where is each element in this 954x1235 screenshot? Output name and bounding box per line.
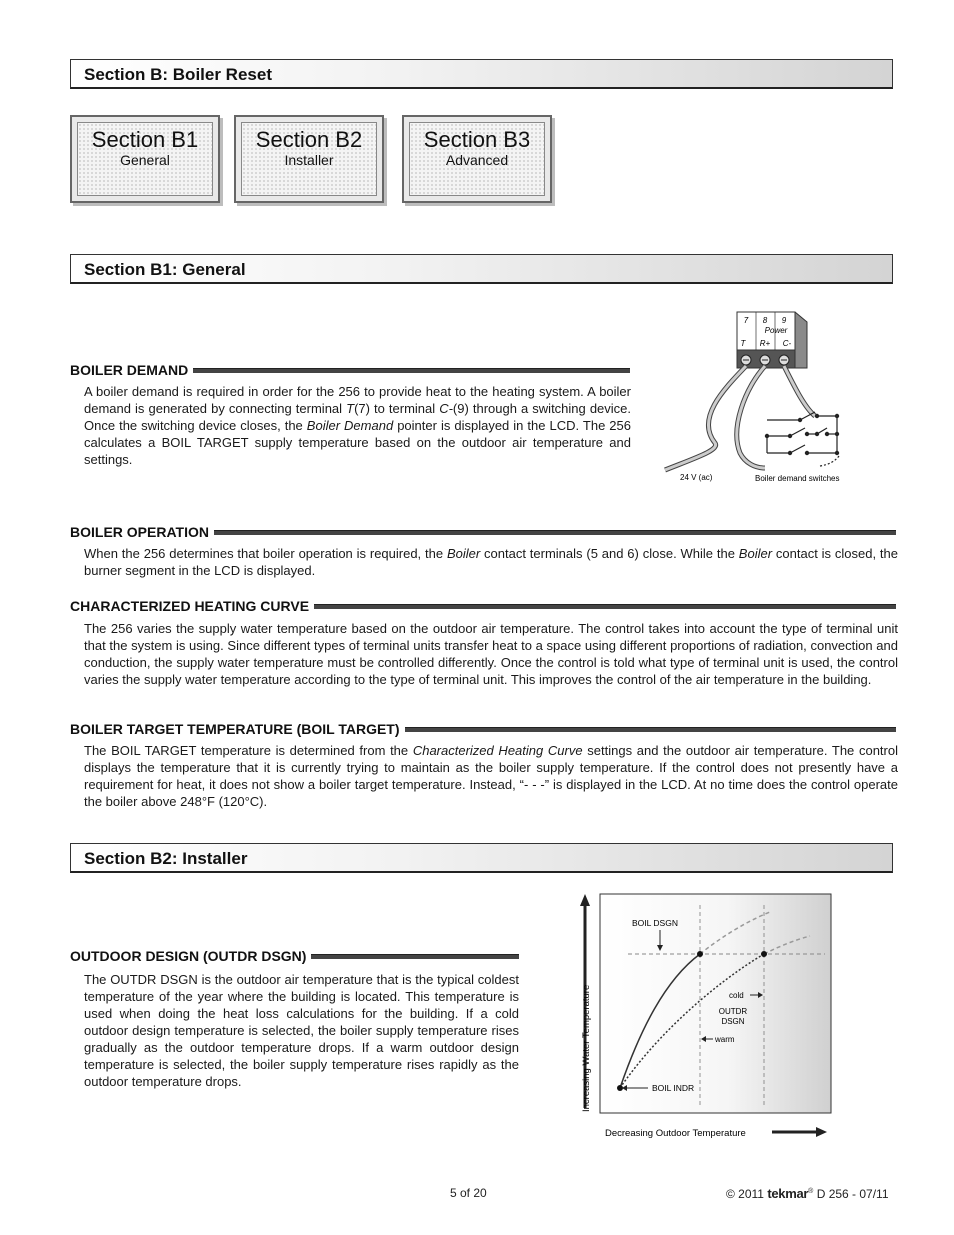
terminal-number-7: 7 — [743, 316, 749, 325]
contact-dot — [798, 418, 802, 422]
outdoor-design-graph — [570, 890, 835, 1140]
text-run: pointer is displayed in the LCD. The 256 calculates a BOIL TARGET supply temperature based on the outdoor air temperature and settings. — [84, 418, 632, 467]
text-run: (9) through a switching device. Once the switching device closes, the — [84, 401, 632, 433]
terminal-label-rplus: R+ — [759, 339, 771, 348]
contact-dot — [788, 434, 792, 438]
text-run: When the 256 determines that boiler operation is required, the — [84, 546, 447, 561]
boiler-demand-heading — [70, 362, 630, 378]
contact-dot — [825, 432, 829, 436]
characterized-curve-heading — [70, 598, 896, 614]
boiler-demand-text — [84, 383, 631, 468]
switch-blade — [790, 445, 805, 453]
footer-right — [726, 1186, 889, 1201]
contact-dot — [788, 451, 792, 455]
label-warm: warm — [715, 1035, 735, 1044]
label-boil-indr: BOIL INDR — [652, 1083, 695, 1093]
heading-rule — [405, 727, 896, 732]
section-b-header — [70, 59, 893, 89]
terminal-label-t: T — [740, 339, 746, 348]
characterized-curve-text: The 256 varies the supply water temperature based on the outdoor air temperature. The control takes into account the type of terminal unit that the system is using. Since different types of terminal units transfer heat to a space using different proportions of radiation, convection and conduction, the supply water temperature must be controlled differently. Once the control is told what type of terminal unit is used, the control varies the supply water temperature according to the type of terminal unit. This improves the control of the air temperature in the building. — [84, 621, 898, 687]
tab-b2-subtitle: Installer — [284, 152, 334, 168]
contact-dot — [805, 451, 809, 455]
tab-section-b2[interactable] — [234, 115, 384, 203]
outdoor-design-heading — [70, 948, 519, 964]
y-arrowhead-icon — [580, 894, 590, 906]
point-warm — [697, 951, 703, 957]
switch-blade — [790, 428, 805, 436]
point-cold — [761, 951, 767, 957]
boiler-target-text — [84, 742, 898, 810]
label-boil-dsgn: BOIL DSGN — [632, 918, 678, 928]
tab-section-b1[interactable] — [70, 115, 220, 203]
label-cold: cold — [729, 991, 744, 1000]
label-outdr: OUTDR — [718, 1007, 748, 1016]
switch-continuation — [820, 456, 839, 466]
heading-rule — [214, 530, 896, 535]
contact-dot — [835, 432, 839, 436]
switch-network — [767, 412, 839, 466]
emphasis: C- — [439, 401, 453, 416]
page-number: 5 of 20 — [450, 1186, 487, 1200]
label-dsgn: DSGN — [721, 1017, 745, 1026]
terminal-number-9: 9 — [781, 316, 787, 325]
document-code: D 256 - 07/11 — [816, 1187, 889, 1201]
heading-rule — [193, 368, 630, 373]
outdoor-design-label: OUTDOOR DESIGN (OUTDR DSGN) — [70, 948, 307, 964]
characterized-curve-label: CHARACTERIZED HEATING CURVE — [70, 598, 310, 614]
y-axis-label: Increasing Water Temperature — [581, 984, 592, 1112]
section-b-title: Section B: Boiler Reset — [84, 65, 272, 84]
x-arrowhead-icon — [816, 1127, 827, 1137]
terminal-number-8: 8 — [762, 316, 768, 325]
text-run: (7) to terminal — [354, 401, 440, 416]
tab-b2-title: Section B2 — [255, 127, 363, 152]
contact-dot — [815, 432, 819, 436]
boiler-operation-text — [84, 545, 898, 579]
terminal-label-cminus: C- — [782, 339, 792, 348]
power-label: Power — [764, 326, 788, 335]
tab-b1-subtitle: General — [120, 152, 170, 168]
boiler-operation-heading — [70, 524, 896, 540]
emphasis: Boiler — [446, 546, 481, 561]
heading-rule — [311, 954, 519, 959]
wiring-label-24v: 24 V (ac) — [680, 473, 713, 482]
tab-section-b3[interactable] — [402, 115, 552, 203]
contact-dot — [815, 414, 819, 418]
emphasis: T — [346, 401, 355, 416]
contact-dot — [835, 451, 839, 455]
tab-b1-title: Section B1 — [91, 127, 199, 152]
contact-dot — [805, 432, 809, 436]
boiler-demand-label: BOILER DEMAND — [70, 362, 189, 378]
boiler-target-heading — [70, 721, 896, 737]
boiler-target-label: BOILER TARGET TEMPERATURE (BOIL TARGET) — [70, 721, 400, 737]
emphasis: Boiler Demand — [306, 418, 394, 433]
wiring-diagram — [655, 308, 865, 488]
wiring-label-switches: Boiler demand switches — [755, 474, 840, 483]
x-axis-label: Decreasing Outdoor Temperature — [605, 1128, 746, 1139]
text-run: settings and the outdoor air temperature. The control displays the temperature that it is currently trying to maintain as the boiler supply temperature. If the control does not presently have a requirement for heat, it does not show a boiler target temperature. Instead, “- - -” is displayed in the LCD. At no time does the control operate the boiler above 248°F (120°C). — [84, 743, 898, 809]
emphasis: Boiler — [738, 546, 773, 561]
copyright: © 2011 — [726, 1187, 764, 1201]
text-run: The BOIL TARGET temperature is determined from the — [84, 743, 413, 758]
contact-dot — [835, 414, 839, 418]
heading-rule — [314, 604, 896, 609]
tab-b3-subtitle: Advanced — [445, 152, 509, 168]
section-b1-title: Section B1: General — [84, 260, 246, 279]
contact-dot — [765, 434, 769, 438]
section-b2-title: Section B2: Installer — [84, 849, 248, 868]
registered-mark: ® — [808, 1188, 814, 1195]
emphasis: Characterized Heating Curve — [412, 743, 583, 758]
boiler-operation-label: BOILER OPERATION — [70, 524, 209, 540]
section-b2-header — [70, 843, 893, 873]
text-run: A boiler demand is required in order for the 256 to provide heat to the heating system. A boiler demand is generated by connecting terminal — [84, 384, 631, 416]
brand-logo: tekmar — [767, 1186, 809, 1201]
text-run: contact is closed, the burner segment in the LCD is displayed. — [84, 546, 898, 578]
section-b1-header — [70, 254, 893, 284]
text-run: contact terminals (5 and 6) close. While the — [480, 546, 739, 561]
tab-b3-title: Section B3 — [423, 127, 531, 152]
outdoor-design-text: The OUTDR DSGN is the outdoor air temperature that is the typical coldest temperature of the year where the building is located. This temperature is used when doing the heat loss calculations for the building. If a cold outdoor design temperature is selected, the boiler supply temperature rises gradually as the outdoor temperature drops. If a warm outdoor design temperature is selected, the boiler supply temperature rises rapidly as the outdoor temperature drops. — [84, 972, 519, 1089]
